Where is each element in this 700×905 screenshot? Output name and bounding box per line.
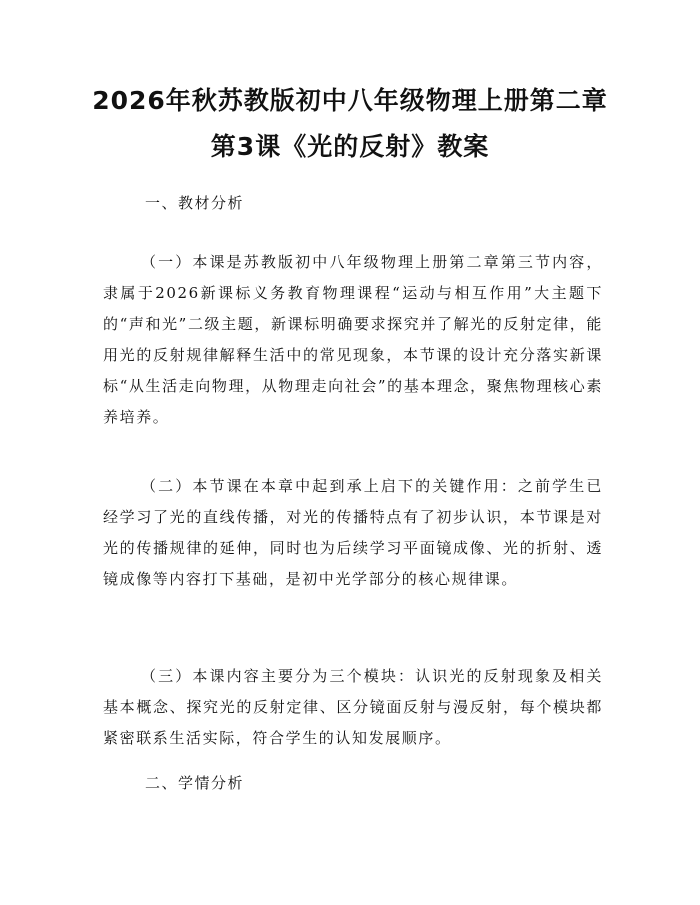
section-heading-learner-analysis: 二、学情分析 bbox=[145, 774, 245, 792]
paragraph-course-content: （一）本课是苏教版初中八年级物理上册第二章第三节内容，隶属于2026新课标义务教育物理课程“运动与相互作用”大主题下的“声和光”二级主题，新课标明确要求探究并了解光的反射定律，能用光的反射规律解释生活中的常见现象，本节课的设计充分落实新课标“从生活走向物理，从物理走向社会”的基本理念，聚焦物理核心素养培养。 bbox=[103, 253, 603, 426]
paragraph-course-modules: （三）本课内容主要分为三个模块：认识光的反射现象及相关基本概念、探究光的反射定律、区分镜面反射与漫反射，每个模块都紧密联系生活实际，符合学生的认知发展顺序。 bbox=[103, 667, 603, 747]
section-heading-textbook-analysis: 一、教材分析 bbox=[145, 194, 245, 212]
document-title-line-2: 第3课《光的反射》教案 bbox=[210, 132, 490, 161]
paragraph-course-role: （二）本节课在本章中起到承上启下的关键作用：之前学生已经学习了光的直线传播，对光的传播特点有了初步认识，本节课是对光的传播规律的延伸，同时也为后续学习平面镜成像、光的折射、透镜成像等内容打下基础，是初中光学部分的核心规律课。 bbox=[103, 477, 603, 588]
document-title-line-1: 2026年秋苏教版初中八年级物理上册第二章 bbox=[92, 86, 608, 115]
